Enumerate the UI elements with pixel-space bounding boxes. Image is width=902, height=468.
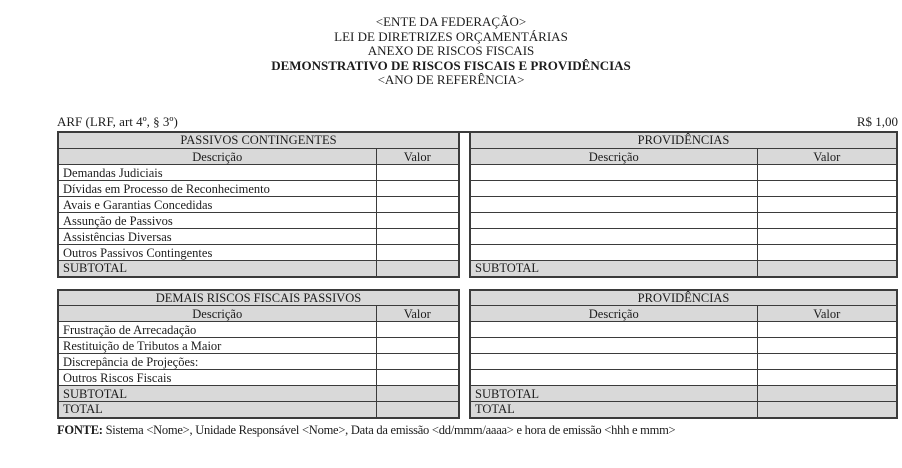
subtotal-value-cell [376,386,459,402]
table-row [58,245,459,261]
column-header-descricao: Descrição [58,306,376,322]
source-label: FONTE: [57,422,103,437]
table-gap [460,289,469,419]
providencias-table-2 [469,289,898,419]
row-label: Discrepância de Projeções: [58,354,376,370]
value-cell [757,322,897,338]
column-header-descricao: Descrição [58,149,376,165]
value-cell [376,229,459,245]
table-row [58,165,459,181]
value-cell [757,245,897,261]
value-cell [376,197,459,213]
document-title: DEMONSTRATIVO DE RISCOS FISCAIS E PROVIDÊNCIAS [271,57,631,73]
table-row [58,197,459,213]
passivos-contingentes-table [57,133,460,278]
value-cell [757,197,897,213]
total-label: TOTAL [58,402,376,418]
passivos-contingentes-section [57,133,898,278]
header-ano-referencia: <ANO DE REFERÊNCIA> [377,72,525,87]
document-body [57,114,898,438]
total-row [58,402,459,418]
row-label: Avais e Garantias Concedidas [58,197,376,213]
total-label: TOTAL [470,402,757,418]
description-cell [470,322,757,338]
demais-riscos-table [57,289,460,419]
value-cell [376,213,459,229]
column-header-valor: Valor [376,149,459,165]
value-cell [376,181,459,197]
description-cell [470,229,757,245]
table-row [470,165,897,181]
description-cell [470,245,757,261]
providencias-table-1 [469,133,898,278]
source-text: Sistema <Nome>, Unidade Responsável <Nome>, Data da emissão <dd/mmm/aaaa> e hora de emissão <hhh e mmm> [105,422,676,437]
row-label: Frustração de Arrecadação [58,322,376,338]
source-note [57,423,898,438]
column-header-valor: Valor [376,306,459,322]
arf-reference: ARF (LRF, art 4º, § 3º) [57,113,178,129]
table-title-demais-riscos: DEMAIS RISCOS FISCAIS PASSIVOS [58,290,459,306]
row-label: Dívidas em Processo de Reconhecimento [58,181,376,197]
row-label: Demandas Judiciais [58,165,376,181]
subtotal-label: SUBTOTAL [470,261,757,277]
subtotal-value-cell [757,386,897,402]
table-row [58,181,459,197]
value-cell [757,338,897,354]
subtotal-value-cell [757,261,897,277]
table-gap [460,133,469,278]
column-header-descricao: Descrição [470,306,757,322]
value-cell [376,354,459,370]
table-row [58,322,459,338]
table-row [470,229,897,245]
value-cell [757,354,897,370]
table-row [470,197,897,213]
table-row [470,213,897,229]
document-header [0,15,902,88]
description-cell [470,181,757,197]
description-cell [470,370,757,386]
subtotal-row [470,386,897,402]
table-row [58,370,459,386]
column-header-valor: Valor [757,149,897,165]
total-value-cell [376,402,459,418]
table-row [58,229,459,245]
row-label: Assunção de Passivos [58,213,376,229]
subtotal-label: SUBTOTAL [58,386,376,402]
description-cell [470,354,757,370]
column-header-descricao: Descrição [470,149,757,165]
table-title-providencias: PROVIDÊNCIAS [470,133,897,149]
row-label: Outros Passivos Contingentes [58,245,376,261]
table-row [58,354,459,370]
value-cell [376,245,459,261]
value-cell [376,322,459,338]
table-title-providencias: PROVIDÊNCIAS [470,290,897,306]
row-label: Outros Riscos Fiscais [58,370,376,386]
value-cell [757,213,897,229]
description-cell [470,213,757,229]
row-label: Restituição de Tributos a Maior [58,338,376,354]
table-row [470,370,897,386]
value-cell [376,165,459,181]
subtotal-row [470,261,897,277]
value-cell [757,370,897,386]
value-cell [376,370,459,386]
total-value-cell [757,402,897,418]
row-label: Assistências Diversas [58,229,376,245]
description-cell [470,338,757,354]
subtotal-label: SUBTOTAL [470,386,757,402]
table-row [470,322,897,338]
description-cell [470,197,757,213]
subtotal-row [58,261,459,277]
table-row [58,213,459,229]
table-row [470,354,897,370]
value-cell [757,165,897,181]
table-title-passivos-contingentes: PASSIVOS CONTINGENTES [58,133,459,149]
demais-riscos-section [57,289,898,419]
value-cell [757,229,897,245]
subtotal-label: SUBTOTAL [58,261,376,277]
table-row [470,338,897,354]
currency-unit: R$ 1,00 [856,113,898,129]
header-anexo-riscos: ANEXO DE RISCOS FISCAIS [367,43,535,58]
meta-row [57,114,898,133]
value-cell [757,181,897,197]
description-cell [470,165,757,181]
subtotal-value-cell [376,261,459,277]
header-lei-diretrizes: LEI DE DIRETRIZES ORÇAMENTÁRIAS [334,28,568,44]
table-row [470,181,897,197]
header-ente-da-federacao: <ENTE DA FEDERAÇÃO> [375,14,527,29]
value-cell [376,338,459,354]
subtotal-row [58,386,459,402]
table-row [58,338,459,354]
column-header-valor: Valor [757,306,897,322]
total-row [470,402,897,418]
table-row [470,245,897,261]
